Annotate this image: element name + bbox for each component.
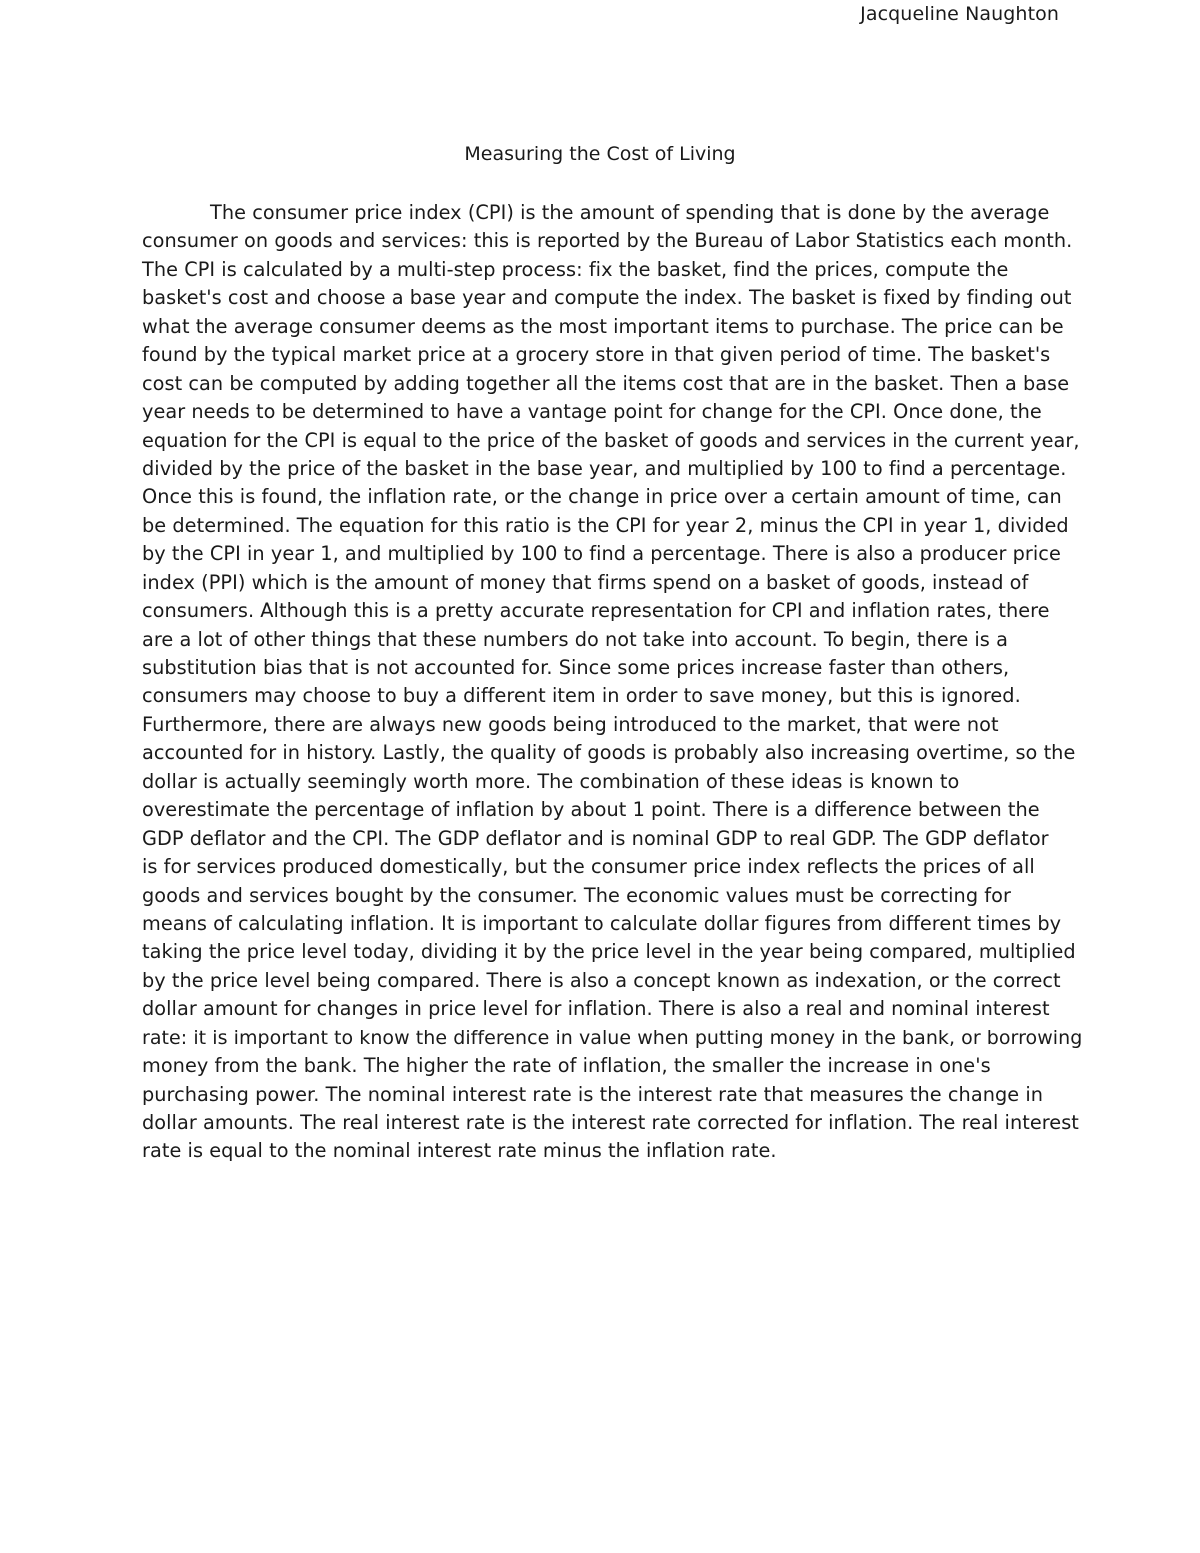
paragraph-line: index (PPI) which is the amount of money that firms spend on a basket of goods, instead of xyxy=(142,570,1029,594)
paragraph-line: basket's cost and choose a base year and compute the index. The basket is fixed by finding out xyxy=(142,286,1072,310)
paragraph-line: consumers may choose to buy a different item in order to save money, but this is ignored. xyxy=(142,684,1021,708)
paragraph-line: consumers. Although this is a pretty accurate representation for CPI and inflation rates, there xyxy=(142,599,1050,623)
paragraph-line: divided by the price of the basket in the base year, and multiplied by 100 to find a percentage. xyxy=(142,456,1067,480)
paragraph-line: money from the bank. The higher the rate of inflation, the smaller the increase in one's xyxy=(142,1054,991,1078)
paragraph-line: overestimate the percentage of inflation by about 1 point. There is a difference between the xyxy=(142,798,1040,822)
paragraph-line: equation for the CPI is equal to the price of the basket of goods and services in the current year, xyxy=(142,428,1080,452)
paragraph-line: GDP deflator and the CPI. The GDP deflator and is nominal GDP to real GDP. The GDP deflator xyxy=(142,826,1049,850)
paragraph-line: be determined. The equation for this ratio is the CPI for year 2, minus the CPI in year 1, divided xyxy=(142,513,1069,537)
paragraph-line: accounted for in history. Lastly, the quality of goods is probably also increasing overtime, so the xyxy=(142,741,1076,765)
paragraph-line: rate is equal to the nominal interest rate minus the inflation rate. xyxy=(142,1139,777,1163)
paragraph-line: The CPI is calculated by a multi-step process: fix the basket, find the prices, compute the xyxy=(142,257,1009,281)
paragraph-line: taking the price level today, dividing it by the price level in the year being compared, multiplied xyxy=(142,940,1076,964)
paragraph-line: means of calculating inflation. It is important to calculate dollar figures from different times by xyxy=(142,911,1062,935)
paragraph-line: substitution bias that is not accounted for. Since some prices increase faster than others, xyxy=(142,656,1010,679)
paragraph-line: by the price level being compared. There is also a concept known as indexation, or the correct xyxy=(142,968,1061,992)
paragraph-line: consumer on goods and services: this is reported by the Bureau of Labor Statistics each month. xyxy=(142,229,1073,253)
paragraph-line: Once this is found, the inflation rate, or the change in price over a certain amount of time, can xyxy=(142,485,1062,509)
paragraph-line: dollar amounts. The real interest rate is the interest rate corrected for inflation. The real interest xyxy=(142,1111,1079,1134)
paragraph-line: is for services produced domestically, but the consumer price index reflects the prices of all xyxy=(142,855,1035,879)
paragraph-line: dollar is actually seemingly worth more. The combination of these ideas is known to xyxy=(142,769,960,793)
paragraph-line: by the CPI in year 1, and multiplied by 100 to find a percentage. There is also a producer price xyxy=(142,542,1061,566)
paragraph-line: purchasing power. The nominal interest rate is the interest rate that measures the change in xyxy=(142,1082,1044,1106)
paragraph-line: goods and services bought by the consumer. The economic values must be correcting for xyxy=(142,883,1011,907)
paragraph-line: rate: it is important to know the difference in value when putting money in the bank, or borrowing xyxy=(142,1026,1083,1049)
paragraph-line: Furthermore, there are always new goods being introduced to the market, that were not xyxy=(142,712,999,736)
paragraph-line: what the average consumer deems as the most important items to purchase. The price can be xyxy=(142,314,1064,338)
document-title: Measuring the Cost of Living xyxy=(464,143,736,165)
paragraph-line: are a lot of other things that these numbers do not take into account. To begin, there is a xyxy=(142,627,1008,651)
paragraph-line: dollar amount for changes in price level for inflation. There is also a real and nominal interest xyxy=(142,997,1050,1021)
paragraph-line: year needs to be determined to have a vantage point for change for the CPI. Once done, the xyxy=(142,400,1042,424)
paragraph-line: The consumer price index (CPI) is the amount of spending that is done by the average xyxy=(210,201,1050,224)
body-paragraph xyxy=(142,199,1082,1166)
paragraph-line: found by the typical market price at a grocery store in that given period of time. The basket's xyxy=(142,343,1051,367)
header-author-name: Jacqueline Naughton xyxy=(860,3,1059,25)
paragraph-line: cost can be computed by adding together all the items cost that are in the basket. Then a base xyxy=(142,371,1070,395)
